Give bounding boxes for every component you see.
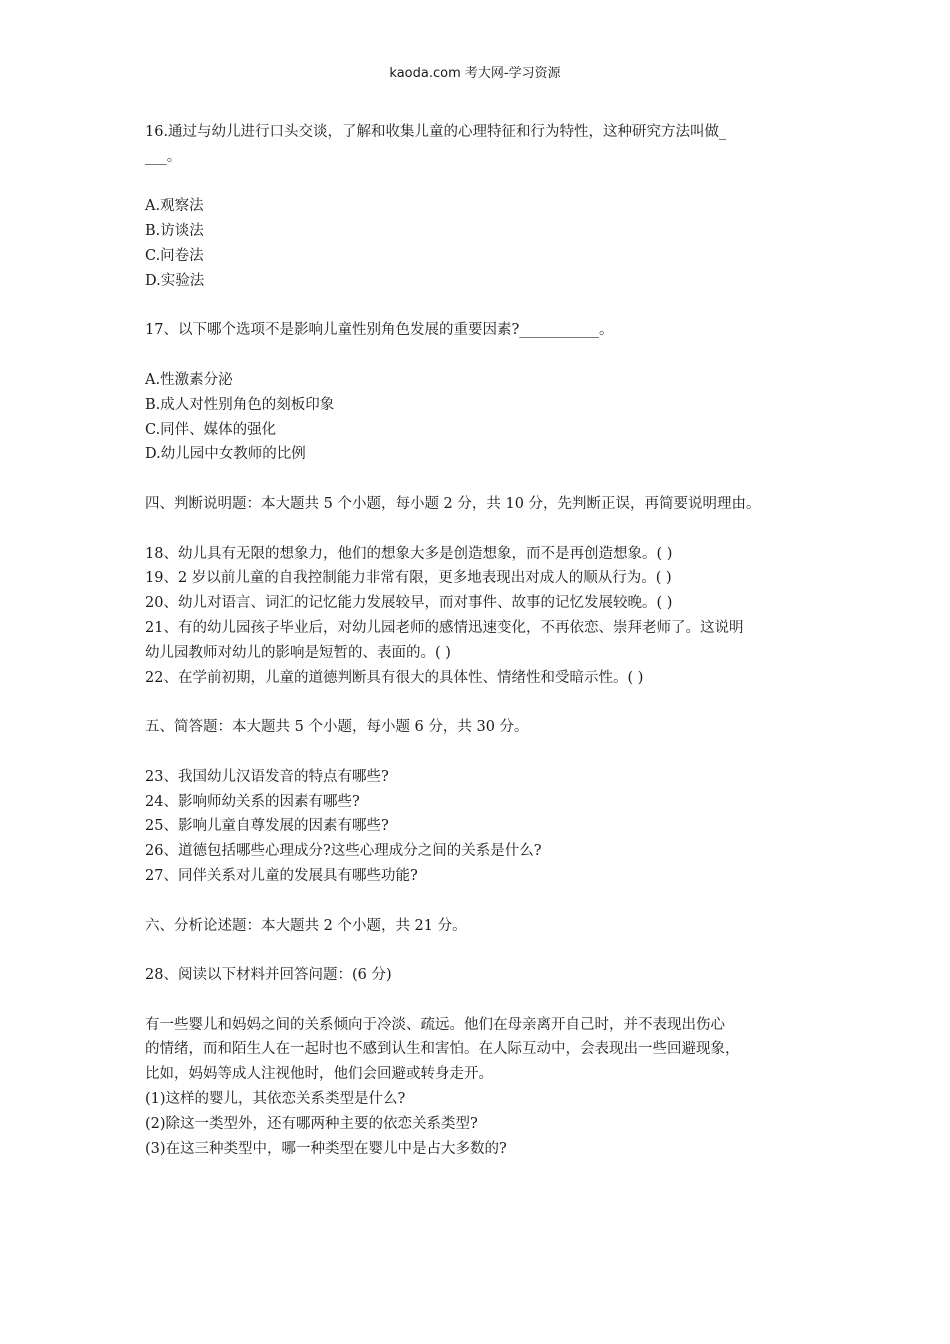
document-body <box>145 120 810 1161</box>
q28-material-2: 的情绪，而和陌生人在一起时也不感到认生和害怕。在人际互动中，会表现出一些回避现象， <box>145 1041 740 1058</box>
q16-option-a: A.观察法 <box>145 198 204 215</box>
q25: 25、影响儿童自尊发展的因素有哪些? <box>145 818 389 835</box>
section-6-heading: 六、分析论述题：本大题共 2 个小题，共 21 分。 <box>145 917 467 934</box>
q19: 19、2 岁以前儿童的自我控制能力非常有限，更多地表现出对成人的顺从行为。( ) <box>145 570 672 587</box>
q17-option-c: C.同伴、媒体的强化 <box>145 421 277 438</box>
q28-title: 28、阅读以下材料并回答问题：(6 分) <box>145 967 392 984</box>
q28-sub-3: (3)在这三种类型中，哪一种类型在婴儿中是占大多数的? <box>145 1140 507 1157</box>
q24: 24、影响师幼关系的因素有哪些? <box>145 793 360 810</box>
q28-sub-2: (2)除这一类型外，还有哪两种主要的依恋关系类型? <box>145 1115 478 1132</box>
q21-cont: 幼儿园教师对幼儿的影响是短暂的、表面的。( ) <box>145 644 451 661</box>
q21: 21、有的幼儿园孩子毕业后，对幼儿园老师的感情迅速变化，不再依恋、崇拜老师了。这说明 <box>145 619 744 636</box>
q17-option-d: D.幼儿园中女教师的比例 <box>145 446 306 463</box>
q16-option-b: B.访谈法 <box>145 223 204 240</box>
q28-material-3: 比如，妈妈等成人注视他时，他们会回避或转身走开。 <box>145 1066 493 1083</box>
q16-stem: 16.通过与幼儿进行口头交谈，了解和收集儿童的心理特征和行为特性，这种研究方法叫做_ <box>145 124 727 140</box>
q26: 26、道德包括哪些心理成分?这些心理成分之间的关系是什么? <box>145 843 542 860</box>
page-header: kaoda.com 考大网-学习资源 <box>389 66 561 81</box>
q16-option-c: C.问卷法 <box>145 247 204 264</box>
q22: 22、在学前初期，儿童的道德判断具有很大的具体性、情绪性和受暗示性。( ) <box>145 669 644 686</box>
section-4-heading: 四、判断说明题：本大题共 5 个小题，每小题 2 分，共 10 分，先判断正误，再简要说明理由。 <box>145 495 761 512</box>
section-5-heading: 五、简答题：本大题共 5 个小题，每小题 6 分，共 30 分。 <box>145 719 529 736</box>
q16-option-d: D.实验法 <box>145 272 205 289</box>
q28-sub-1: (1)这样的婴儿，其依恋关系类型是什么? <box>145 1091 406 1108</box>
q16-stem-cont: ___。 <box>145 148 182 165</box>
q28-material: 有一些婴儿和妈妈之间的关系倾向于冷淡、疏远。他们在母亲离开自己时，并不表现出伤心 <box>145 1016 725 1033</box>
q17-stem: 17、以下哪个选项不是影响儿童性别角色发展的重要因素?___________。 <box>145 322 614 339</box>
q18: 18、幼儿具有无限的想象力，他们的想象大多是创造想象，而不是再创造想象。( ) <box>145 545 673 562</box>
q17-option-a: A.性激素分泌 <box>145 371 233 388</box>
q23: 23、我国幼儿汉语发音的特点有哪些? <box>145 768 389 785</box>
q17-option-b: B.成人对性别角色的刻板印象 <box>145 396 335 413</box>
q27: 27、同伴关系对儿童的发展具有哪些功能? <box>145 867 418 884</box>
q20: 20、幼儿对语言、词汇的记忆能力发展较早，而对事件、故事的记忆发展较晚。( ) <box>145 595 673 612</box>
